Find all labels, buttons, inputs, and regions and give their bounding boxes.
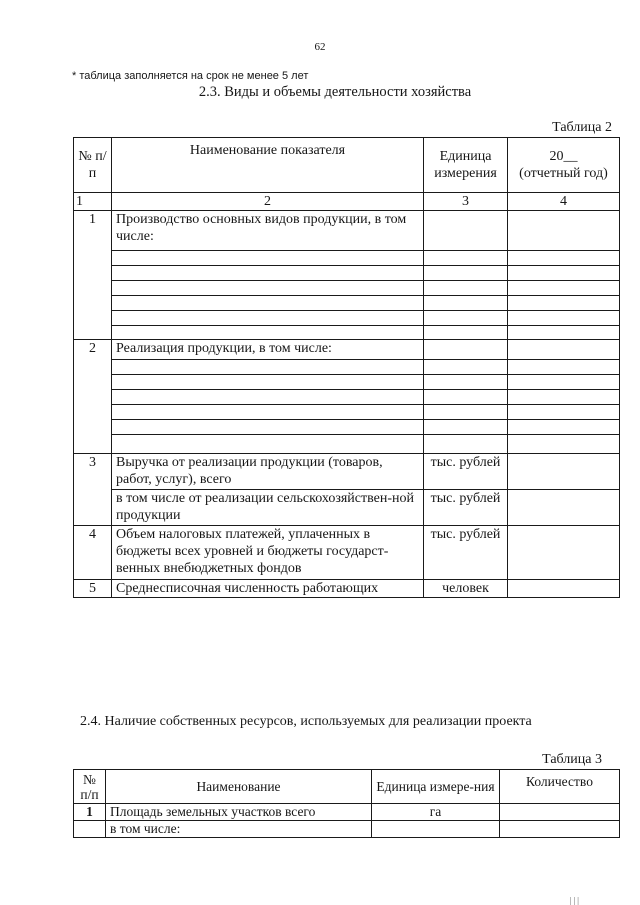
- row-1-sub-value[interactable]: [508, 296, 620, 311]
- corner-mark: | | |: [570, 896, 579, 905]
- row-3a-name: в том числе от реализации сельскохозяйствен-ной продукции: [112, 490, 424, 526]
- row-2-sub-value[interactable]: [508, 405, 620, 420]
- row-1-sub-unit[interactable]: [424, 296, 508, 311]
- row-4-unit: тыс. рублей: [424, 526, 508, 580]
- row-3-value[interactable]: [508, 454, 620, 490]
- col-number-4: 4: [508, 193, 620, 211]
- row-2-sub-unit[interactable]: [424, 420, 508, 435]
- header-unit: Единица измерения: [424, 138, 508, 193]
- t3-row-1-num: 1: [74, 804, 106, 821]
- row-2-sub-value[interactable]: [508, 435, 620, 454]
- t3-header-num: № п/п: [74, 770, 106, 804]
- col-number-3: 3: [424, 193, 508, 211]
- row-5-value[interactable]: [508, 580, 620, 598]
- row-5-unit: человек: [424, 580, 508, 598]
- t3-row-2-unit: [372, 821, 500, 838]
- header-year: [508, 138, 620, 193]
- header-year-bottom: (отчетный год): [519, 166, 608, 181]
- row-2-sub-unit[interactable]: [424, 375, 508, 390]
- table-3: [73, 769, 620, 838]
- row-1-sub-name[interactable]: [112, 251, 424, 266]
- row-1-name: Производство основных видов продукции, в том числе:: [112, 211, 424, 251]
- row-1-sub-value[interactable]: [508, 311, 620, 326]
- table-2: [73, 137, 620, 598]
- t3-row-1-unit: га: [372, 804, 500, 821]
- row-2-sub-value[interactable]: [508, 360, 620, 375]
- row-2-value[interactable]: [508, 340, 620, 360]
- t3-header-name: Наименование: [106, 770, 372, 804]
- row-2-sub-unit[interactable]: [424, 405, 508, 420]
- header-num: № п/п: [74, 138, 112, 193]
- row-3-unit: тыс. рублей: [424, 454, 508, 490]
- row-1-sub-name[interactable]: [112, 281, 424, 296]
- row-2-sub-name[interactable]: [112, 420, 424, 435]
- row-2-num: 2: [74, 340, 112, 454]
- row-1-sub-name[interactable]: [112, 296, 424, 311]
- row-1-sub-name[interactable]: [112, 311, 424, 326]
- row-1-sub-value[interactable]: [508, 281, 620, 296]
- row-2-sub-name[interactable]: [112, 375, 424, 390]
- row-2-sub-unit[interactable]: [424, 360, 508, 375]
- header-year-top: 20__: [549, 149, 578, 164]
- row-1-sub-unit[interactable]: [424, 311, 508, 326]
- col-number-1: 1: [74, 193, 112, 211]
- row-1-sub-value[interactable]: [508, 326, 620, 340]
- row-2-sub-unit[interactable]: [424, 390, 508, 405]
- col-number-2: 2: [112, 193, 424, 211]
- page-number: 62: [314, 41, 326, 53]
- row-2-sub-name[interactable]: [112, 360, 424, 375]
- row-3a-unit: тыс. рублей: [424, 490, 508, 526]
- row-1-sub-value[interactable]: [508, 251, 620, 266]
- row-1-unit: [424, 211, 508, 251]
- row-3-num: 3: [74, 454, 112, 526]
- row-1-sub-name[interactable]: [112, 326, 424, 340]
- row-2-sub-value[interactable]: [508, 375, 620, 390]
- row-1-sub-unit[interactable]: [424, 251, 508, 266]
- t3-row-2-num: [74, 821, 106, 838]
- t3-row-1-qty[interactable]: [500, 804, 620, 821]
- row-5-name: Среднесписочная численность работающих: [112, 580, 424, 598]
- footnote: * таблица заполняется на срок не менее 5 лет: [72, 70, 309, 82]
- section-2-4-title: 2.4. Наличие собственных ресурсов, используемых для реализации проекта: [80, 714, 532, 729]
- row-1-sub-value[interactable]: [508, 266, 620, 281]
- header-name: Наименование показателя: [112, 138, 424, 193]
- row-2-sub-value[interactable]: [508, 390, 620, 405]
- t3-row-2-qty[interactable]: [500, 821, 620, 838]
- row-2-sub-unit[interactable]: [424, 435, 508, 454]
- t3-header-unit: Единица измере-ния: [372, 770, 500, 804]
- row-1-value[interactable]: [508, 211, 620, 251]
- row-2-sub-name[interactable]: [112, 435, 424, 454]
- row-1-sub-unit[interactable]: [424, 326, 508, 340]
- row-2-unit: [424, 340, 508, 360]
- row-2-sub-name[interactable]: [112, 390, 424, 405]
- row-1-sub-unit[interactable]: [424, 266, 508, 281]
- t3-row-1-name: Площадь земельных участков всего: [106, 804, 372, 821]
- section-2-3-title: 2.3. Виды и объемы деятельности хозяйства: [198, 84, 472, 100]
- row-4-name: Объем налоговых платежей, уплаченных в бюджеты всех уровней и бюджеты государст-венных внебюджетных фондов: [112, 526, 424, 580]
- row-3-name: Выручка от реализации продукции (товаров, работ, услуг), всего: [112, 454, 424, 490]
- row-1-sub-unit[interactable]: [424, 281, 508, 296]
- table-3-label: Таблица 3: [542, 752, 602, 767]
- row-2-sub-name[interactable]: [112, 405, 424, 420]
- row-4-value[interactable]: [508, 526, 620, 580]
- row-1-num: 1: [74, 211, 112, 340]
- row-2-sub-value[interactable]: [508, 420, 620, 435]
- t3-row-2-name: в том числе:: [106, 821, 372, 838]
- row-5-num: 5: [74, 580, 112, 598]
- t3-header-qty: Количество: [500, 770, 620, 804]
- row-4-num: 4: [74, 526, 112, 580]
- row-3a-value[interactable]: [508, 490, 620, 526]
- row-2-name: Реализация продукции, в том числе:: [112, 340, 424, 360]
- table-2-label: Таблица 2: [552, 120, 612, 135]
- row-1-sub-name[interactable]: [112, 266, 424, 281]
